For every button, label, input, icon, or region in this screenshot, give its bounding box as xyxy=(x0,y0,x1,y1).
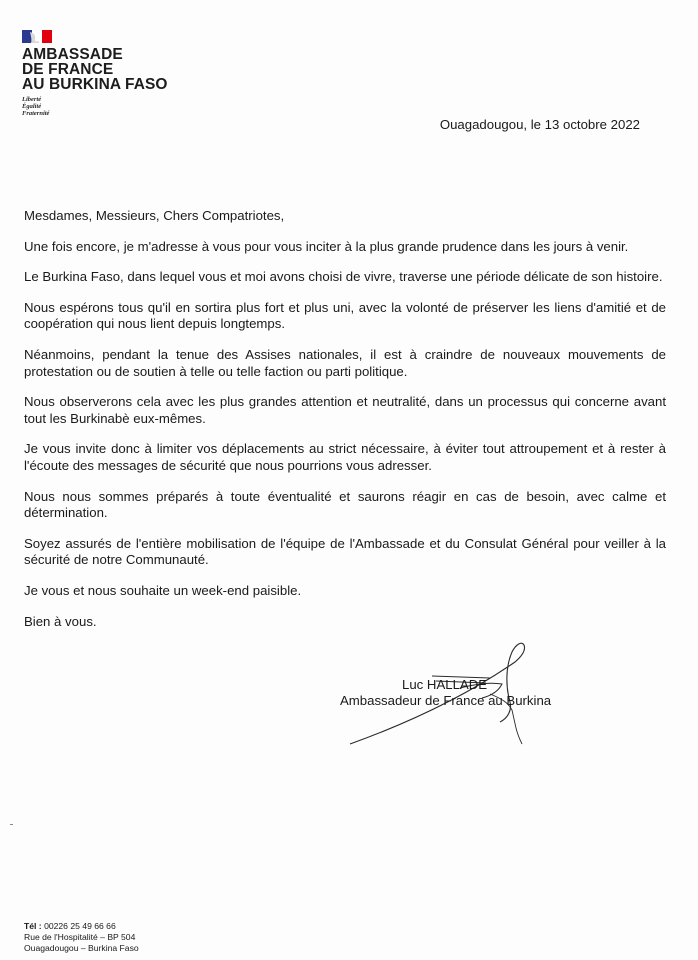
footer-address-line-1: Rue de l'Hospitalité – BP 504 xyxy=(24,932,136,942)
motto-fraternite: Fraternité xyxy=(22,110,50,117)
paragraph-5: Nous observerons cela avec les plus grandes attention et neutralité, dans un processus qui concerne avant tout les Burkinabè eux-mêmes. xyxy=(24,394,666,426)
paragraph-6: Je vous invite donc à limiter vos déplacements au strict nécessaire, à éviter tout attroupement et à rester à l'écoute des messages de sécurité que nous pourrions vous adresser. xyxy=(24,441,666,473)
letter-date: Ouagadougou, le 13 octobre 2022 xyxy=(439,117,640,132)
motto-liberte: Liberté xyxy=(22,96,42,103)
signatory-title: Ambassadeur de France au Burkina xyxy=(340,693,552,708)
paragraph-4: Néanmoins, pendant la tenue des Assises nationales, il est à craindre de nouveaux mouvements de protestation ou de soutien à telle ou telle faction ou parti politique. xyxy=(24,346,666,379)
letter-footer xyxy=(24,921,139,954)
paragraph-1: Une fois encore, je m'adresse à vous pour vous inciter à la plus grande prudence dans les jours à venir. xyxy=(24,238,629,254)
paragraph-2: Le Burkina Faso, dans lequel vous et moi avons choisi de vivre, traverse une période délicate de son histoire. xyxy=(24,269,663,285)
embassy-name-line-2: DE FRANCE xyxy=(22,61,114,78)
marianne-flag-icon xyxy=(22,30,52,43)
republic-motto xyxy=(22,96,222,117)
embassy-name-line-3: AU BURKINA FASO xyxy=(22,76,168,93)
paragraph-9: Je vous et nous souhaite un week-end paisible. xyxy=(24,582,302,598)
embassy-logo xyxy=(22,30,222,117)
salutation: Mesdames, Messieurs, Chers Compatriotes, xyxy=(24,208,285,223)
paragraph-3: Nous espérons tous qu'il en sortira plus fort et plus uni, avec la volonté de préserver les liens d'amitié et de coopération qui nous lient depuis longtemps. xyxy=(24,299,666,332)
embassy-name-line-1: AMBASSADE xyxy=(22,46,123,63)
paragraph-7: Nous nous sommes préparés à toute éventualité et saurons réagir en cas de besoin, avec calme et détermination. xyxy=(24,488,666,521)
phone-label: Tél : xyxy=(24,921,42,931)
letter-body xyxy=(24,208,666,644)
footer-address-line-2: Ouagadougou – Burkina Faso xyxy=(24,943,139,953)
phone-number: 00226 25 49 66 66 xyxy=(44,921,116,931)
motto-egalite: Égalité xyxy=(22,103,42,110)
signatory-name: Luc HALLADE xyxy=(402,677,488,692)
closing: Bien à vous. xyxy=(24,613,97,629)
signature-block xyxy=(340,640,670,750)
footer-phone xyxy=(24,921,139,932)
paragraph-8: Soyez assurés de l'entière mobilisation de l'équipe de l'Ambassade et du Consulat Général pour veiller à la sécurité de notre Communauté. xyxy=(24,535,666,568)
scan-mark xyxy=(10,824,13,825)
